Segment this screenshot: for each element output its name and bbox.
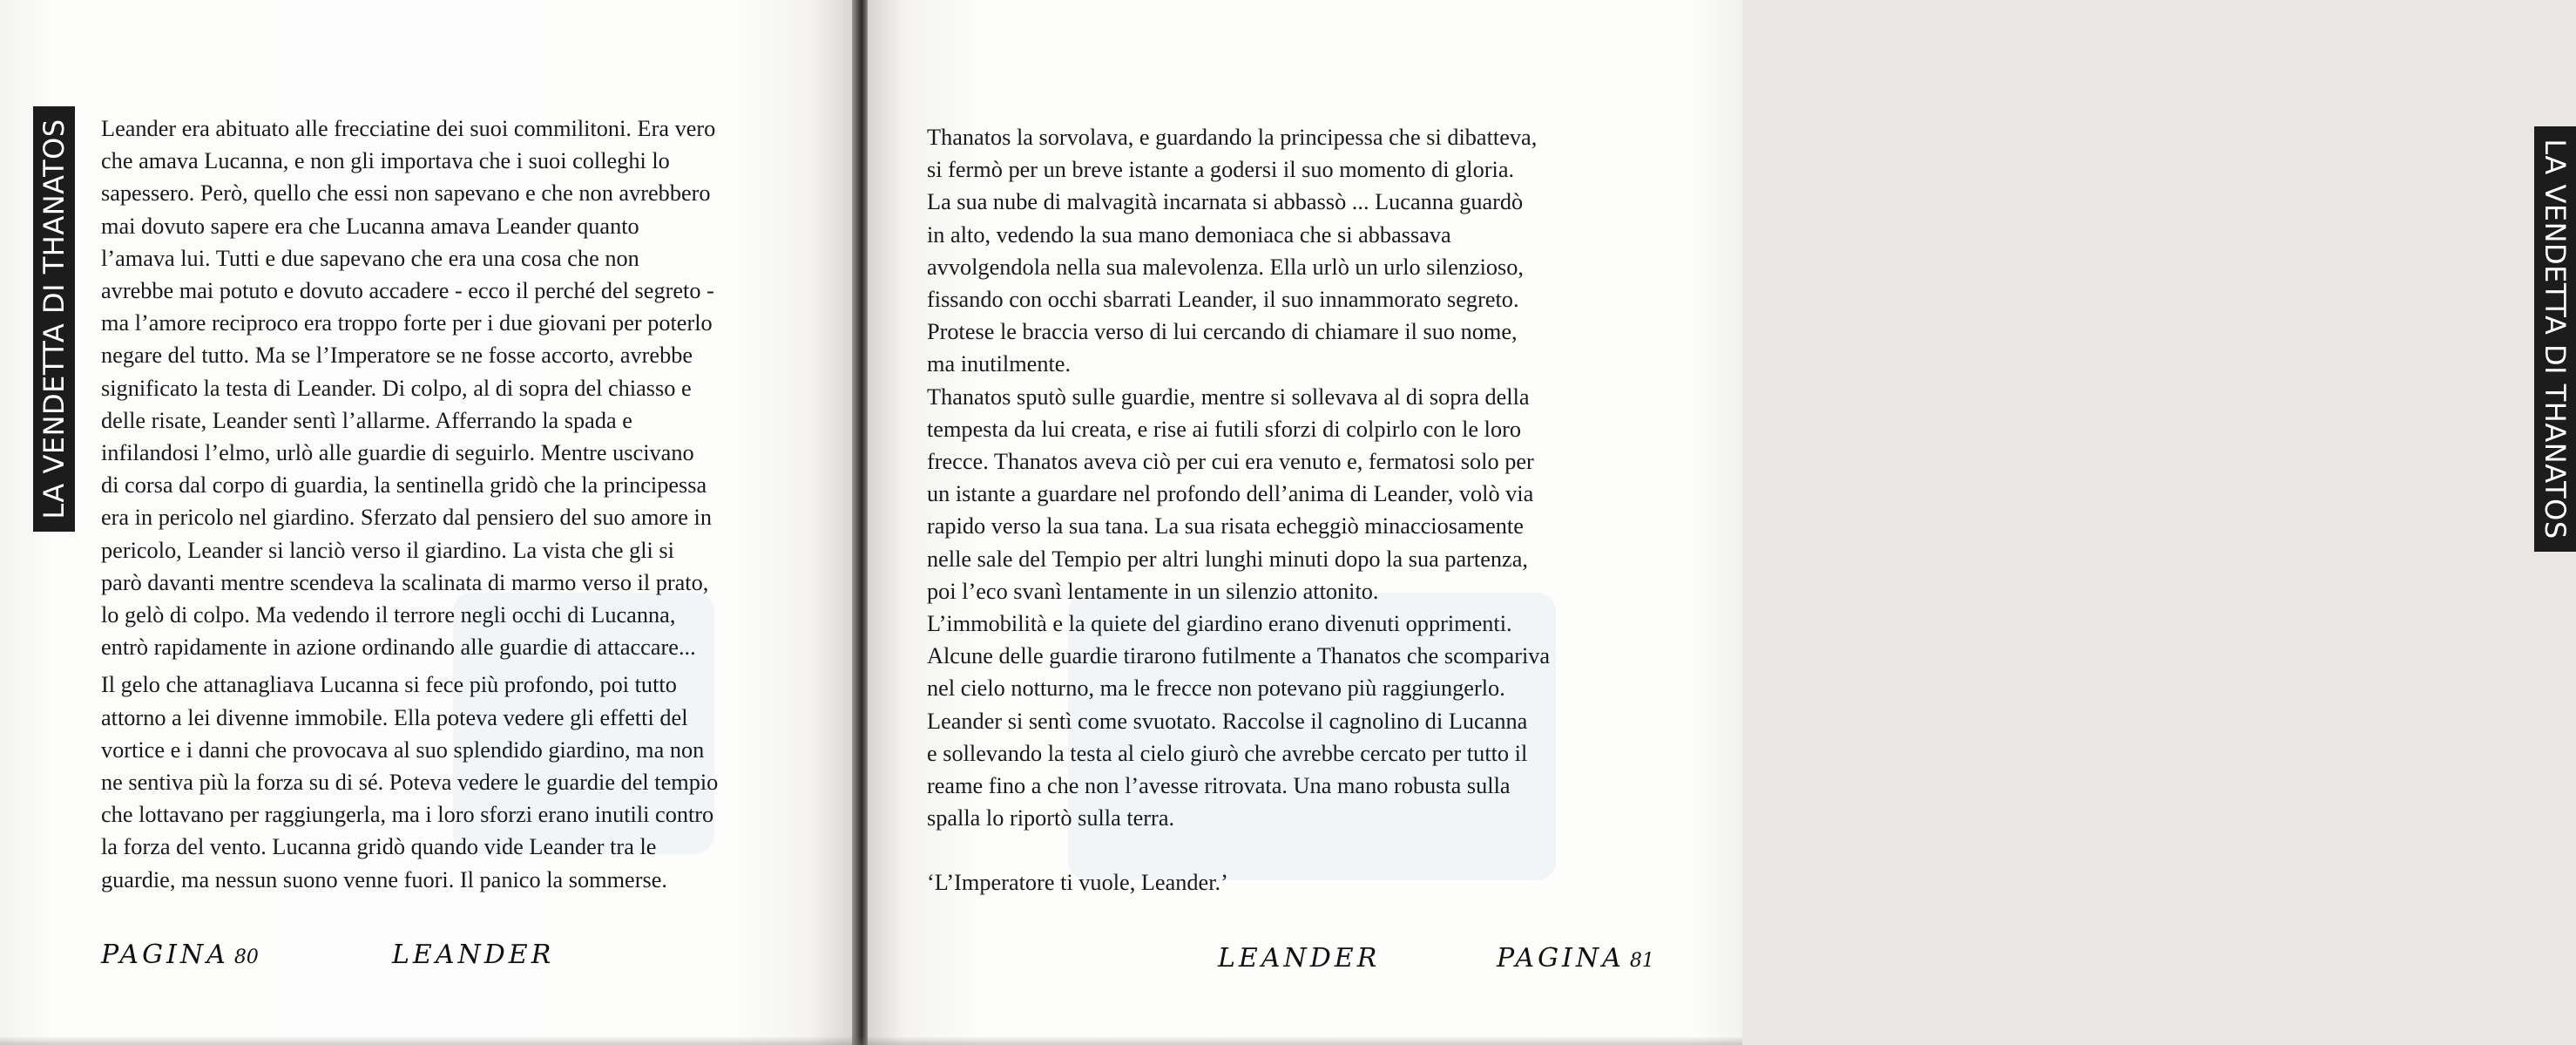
text-line: avrebbe mai potuto e dovuto accadere - ecco il perché del segreto - <box>101 278 714 304</box>
text-line: era in pericolo nel giardino. Sferzato dal pensiero del suo amore in <box>101 505 713 531</box>
right-body-text <box>927 121 1650 899</box>
text-line: delle risate, Leander sentì l’allarme. Afferrando la spada e <box>101 407 632 433</box>
paragraph-gap <box>927 834 1650 866</box>
text-line: poi l’eco svanì lentamente in un silenzio attonito. <box>927 578 1379 604</box>
text-line: lo gelò di colpo. Ma vedendo il terrore negli occhi di Lucanna, <box>101 602 676 628</box>
right-page-number <box>1497 943 1654 974</box>
text-line: significato la testa di Leander. Di colpo, al di sopra del chiasso e <box>101 375 692 401</box>
text-line: Thanatos la sorvolava, e guardando la principessa che si dibatteva, <box>927 125 1538 150</box>
text-line: L’immobilità e la quiete del giardino erano divenuti opprimenti. <box>927 611 1512 637</box>
text-line: sapessero. Però, quello che essi non sapevano e che non avrebbero <box>101 180 711 207</box>
text-line: attorno a lei divenne immobile. Ella poteva vedere gli effetti del <box>101 704 688 730</box>
text-line: nel cielo notturno, ma le frecce non potevano più raggiungerlo. <box>927 675 1505 702</box>
text-line: ‘L’Imperatore ti vuole, Leander.’ <box>927 870 1228 896</box>
text-line: spalla lo riportò sulla terra. <box>927 805 1175 831</box>
text-line: l’amava lui. Tutti e due sapevano che era una cosa che non <box>101 245 639 271</box>
text-line: Alcune delle guardie tirarono futilmente a Thanatos che scompariva <box>927 643 1551 669</box>
text-line: che amava Lucanna, e non gli importava che i suoi colleghi lo <box>101 148 670 174</box>
text-line: la forza del vento. Lucanna gridò quando vide Leander tra le <box>101 834 657 860</box>
text-line: nelle sale del Tempio per altri lunghi minuti dopo la sua partenza, <box>927 546 1528 572</box>
text-line: un istante a guardare nel profondo dell’anima di Leander, volò via <box>927 481 1534 507</box>
text-line: tempesta da lui creata, e rise ai futili sforzi di colpirlo con le loro <box>927 416 1522 442</box>
text-line: ne sentiva più la forza su di sé. Poteva vedere le guardie del tempio <box>101 770 719 796</box>
text-line: guardie, ma nessun suono venne fuori. Il panico la sommerse. <box>101 866 667 892</box>
text-line: vortice e i danni che provocava al suo splendido giardino, ma non <box>101 736 705 763</box>
text-line: Protese le braccia verso di lui cercando di chiamare il suo nome, <box>927 319 1518 345</box>
text-line: pericolo, Leander si lanciò verso il giardino. La vista che gli si <box>101 537 674 563</box>
text-line: che lottavano per raggiungerla, ma i loro sforzi erano inutili contro <box>101 802 714 828</box>
text-line: Il gelo che attanagliava Lucanna si fece più profondo, poi tutto <box>101 672 677 698</box>
text-line: ma inutilmente. <box>927 351 1072 377</box>
left-side-title: LA VENDETTA DI THANATOS <box>33 106 75 532</box>
text-line: avvolgendola nella sua malevolenza. Ella urlò un urlo silenzioso, <box>927 254 1524 280</box>
page-number: 81 <box>1629 950 1654 972</box>
text-line: Thanatos sputò sulle guardie, mentre si sollevava al di sopra della <box>927 383 1530 410</box>
page-label: PAGINA <box>101 940 229 970</box>
text-line: frecce. Thanatos aveva ciò per cui era venuto e, fermatosi solo per <box>927 449 1534 475</box>
text-line: rapido verso la sua tana. La sua risata echeggiò minacciosamente <box>927 513 1524 539</box>
left-page-number <box>101 940 259 970</box>
text-line: entrò rapidamente in azione ordinando alle guardie di attaccare... <box>101 634 696 661</box>
page-label: PAGINA <box>1497 943 1625 974</box>
text-line: parò davanti mentre scendeva la scalinata di marmo verso il prato, <box>101 569 709 595</box>
page-bottom-edge <box>0 1036 1742 1045</box>
text-line: in alto, vedendo la sua mano demoniaca che si abbassava <box>927 221 1451 248</box>
right-side-title: LA VENDETTA DI THANATOS <box>2534 126 2576 552</box>
left-chapter-label: LEANDER <box>392 940 555 970</box>
text-line: di corsa dal corpo di guardia, la sentinella gridò che la principessa <box>101 472 707 499</box>
text-line: negare del tutto. Ma se l’Imperatore se ne fosse accorto, avrebbe <box>101 343 693 369</box>
text-line: si fermò per un breve istante a godersi il suo momento di gloria. <box>927 157 1515 183</box>
text-line: mai dovuto sapere era che Lucanna amava Leander quanto <box>101 213 639 239</box>
text-line: infilandosi l’elmo, urlò alle guardie di seguirlo. Mentre uscivano <box>101 440 694 466</box>
book-gutter <box>852 0 869 1045</box>
text-line: Leander era abituato alle frecciatine dei suoi commilitoni. Era vero <box>101 116 716 141</box>
text-line: e sollevando la testa al cielo giurò che avrebbe cercato per tutto il <box>927 740 1528 766</box>
text-line: Leander si sentì come svuotato. Raccolse il cagnolino di Lucanna <box>927 708 1528 734</box>
left-page <box>0 0 854 1045</box>
right-chapter-label: LEANDER <box>1218 943 1381 974</box>
text-line: La sua nube di malvagità incarnata si abbassò ... Lucanna guardò <box>927 189 1524 215</box>
text-line: fissando con occhi sbarrati Leander, il suo innammorato segreto. <box>927 287 1519 313</box>
page-number: 80 <box>233 947 259 968</box>
text-line: reame fino a che non l’avesse ritrovata. Una mano robusta sulla <box>927 773 1511 799</box>
left-body-text <box>101 112 833 896</box>
text-line: ma l’amore reciproco era troppo forte per i due giovani per poterlo <box>101 310 713 336</box>
